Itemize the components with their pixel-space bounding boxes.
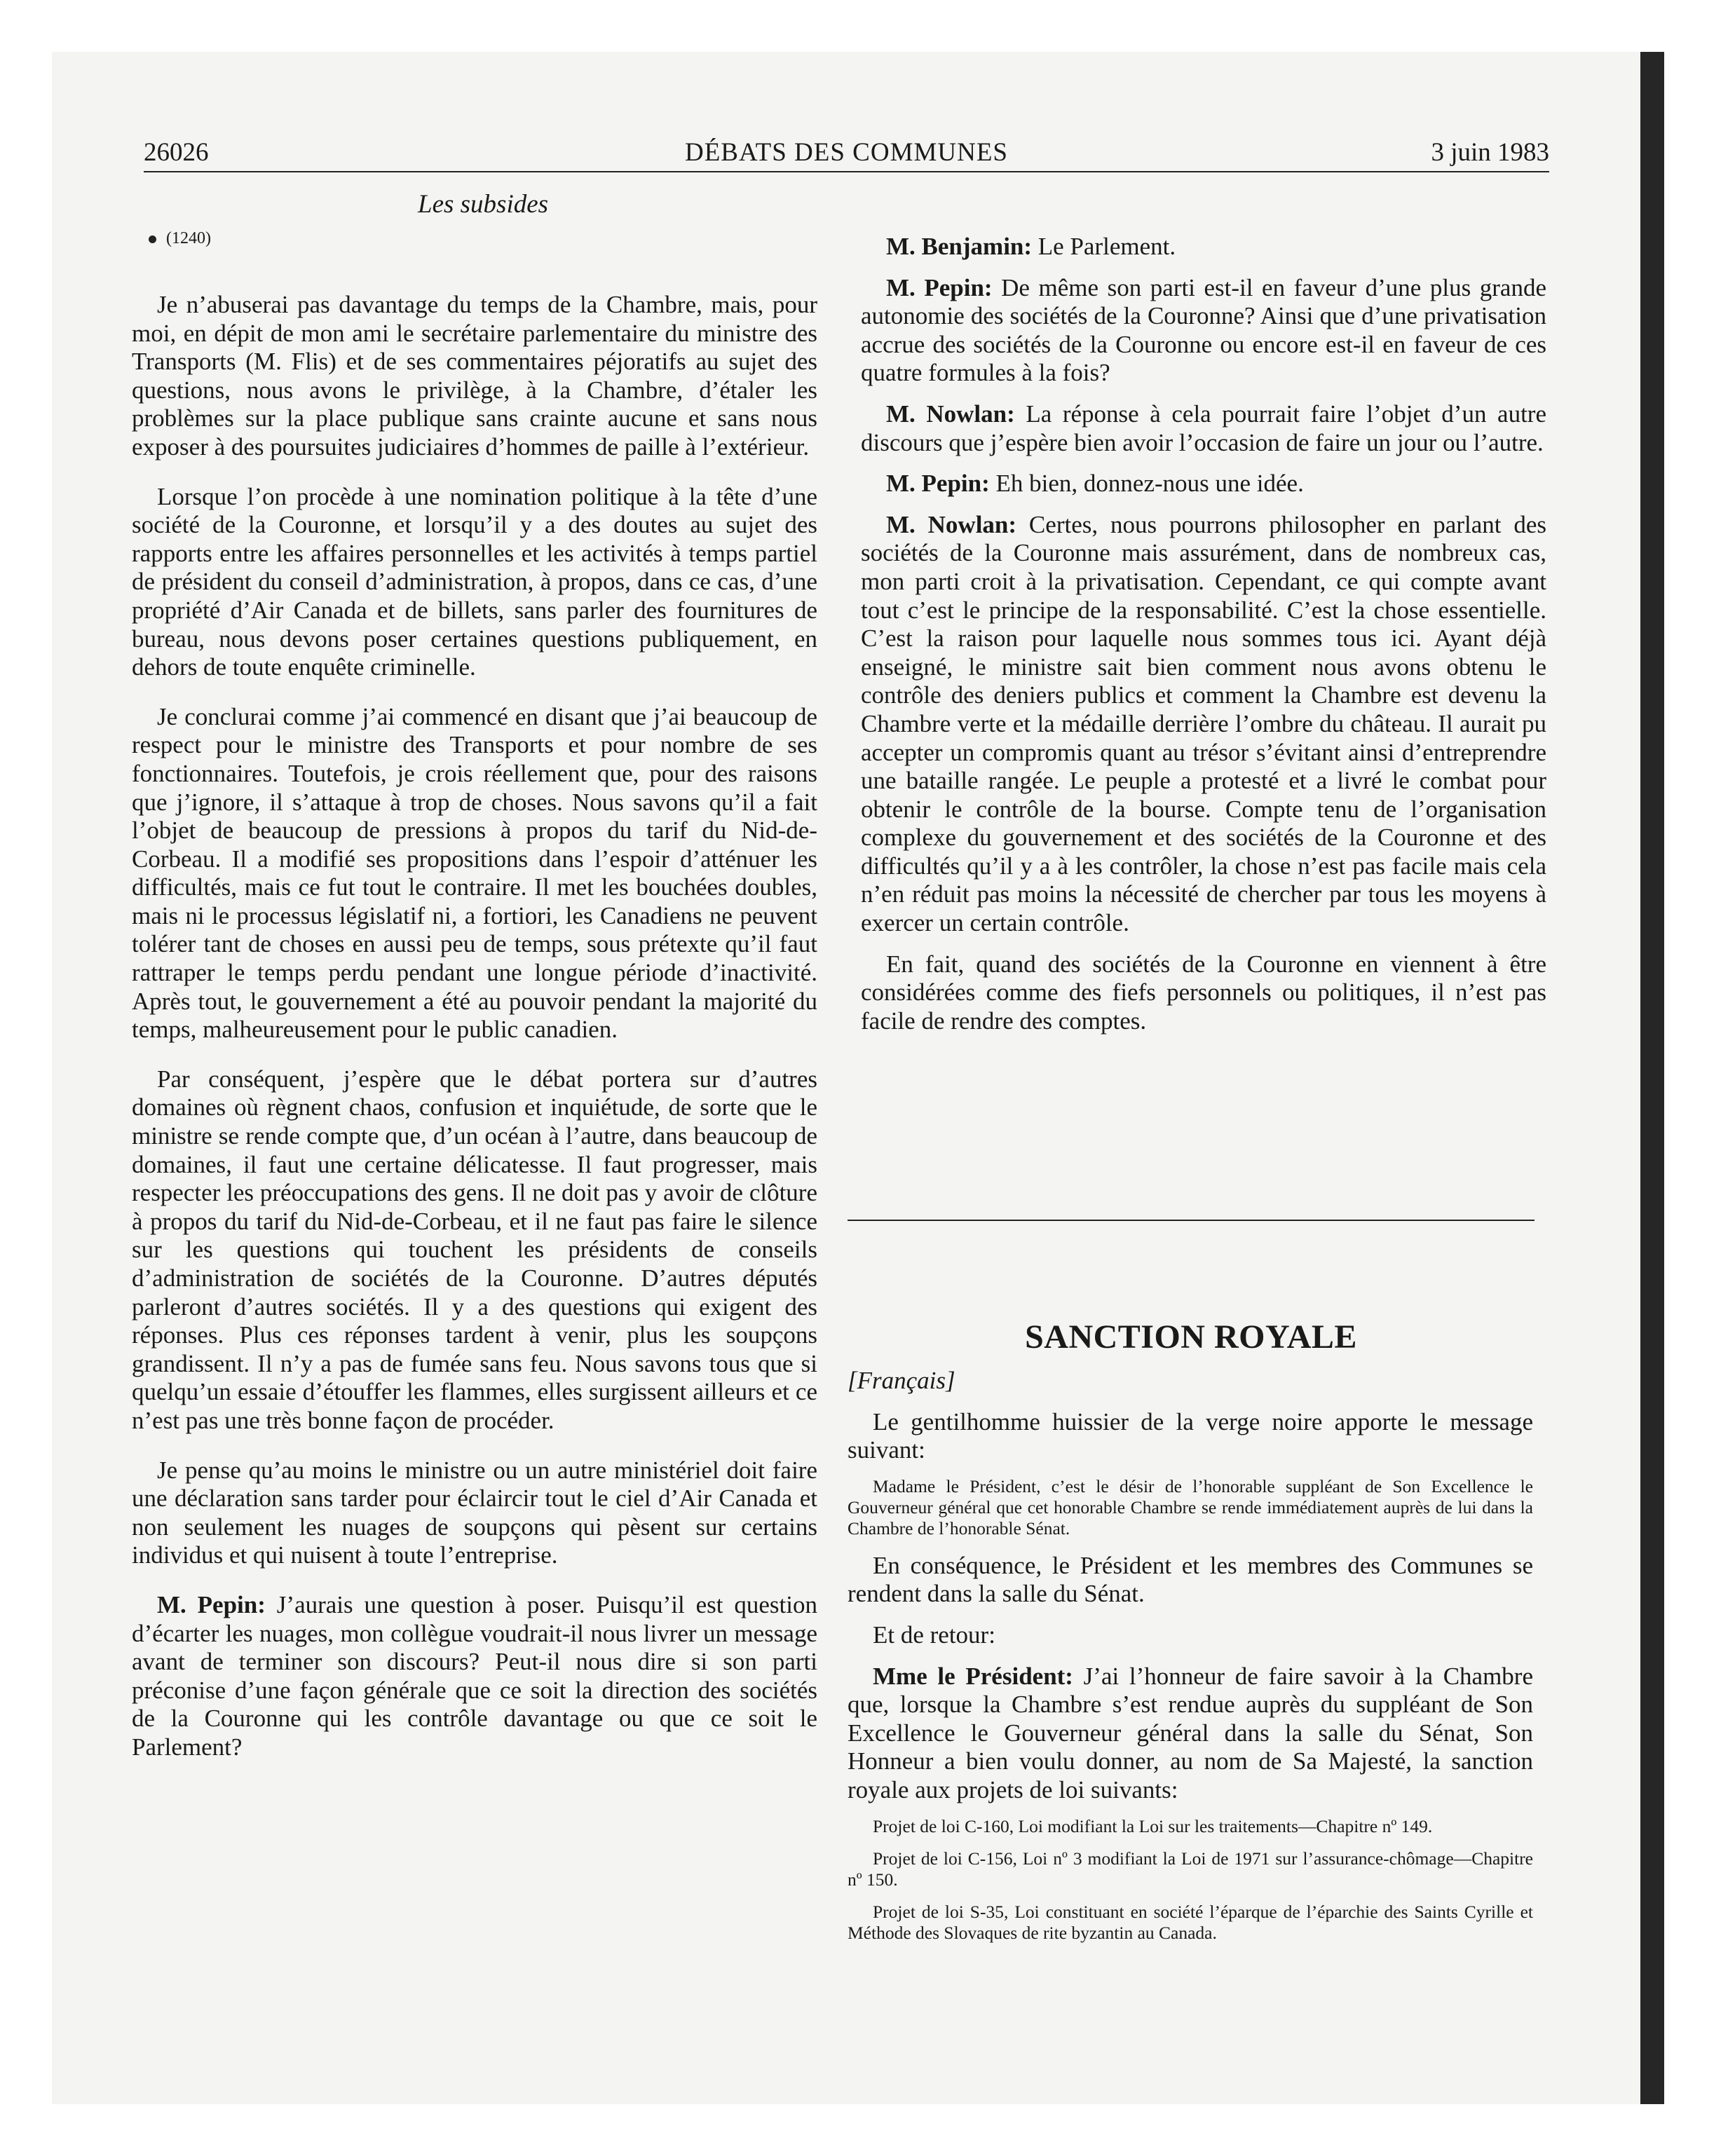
speech-paragraph [861, 511, 1546, 938]
page-number: 26026 [144, 138, 209, 167]
speaker-name: M. Pepin: [157, 1590, 266, 1618]
timestamp-text: (1240) [166, 229, 211, 247]
speech-text: J’ai l’honneur de faire savoir à la Chambre que, lorsque la Chambre s’est rendue auprès du suppléant de Son Excellence le Gouverneur général dans la salle du Sénat, Son Honneur a bien voulu donner, au nom de Sa Majesté, la sanction royale aux projets de loi suivants: [848, 1662, 1533, 1803]
speech-text: Le Parlement. [1032, 233, 1176, 260]
paragraph: Je pense qu’au moins le ministre ou un autre ministériel doit faire une déclaration sans tarder pour éclaircir tout le ciel d’Air Canada et non seulement les nuages de soupçons qui pèsent sur certains individus et qui nuisent à toute l’entreprise. [132, 1456, 817, 1569]
publication-title: DÉBATS DES COMMUNES [684, 138, 1008, 167]
speech-text: La réponse à cela pourrait faire l’objet d’un autre discours que j’espère bien avoir l’occasion de faire un jour ou l’autre. [861, 400, 1546, 456]
section-heading: SANCTION ROYALE [1025, 1318, 1357, 1356]
section-label: Les subsides [418, 190, 549, 219]
speaker-name: M. Nowlan: [886, 510, 1017, 538]
section-divider [848, 1220, 1535, 1221]
right-column [861, 233, 1546, 1035]
header-rule [144, 171, 1549, 172]
page-header [144, 137, 1549, 172]
speaker-name: M. Pepin: [886, 470, 990, 498]
language-marker: [Français] [848, 1367, 955, 1394]
paragraph: Par conséquent, j’espère que le débat portera sur d’autres domaines où règnent chaos, confusion et inquiétude, de sorte que le ministre se rende compte que, d’un océan à l’autre, dans beaucoup de domaines, il faut une certaine délicatesse. Il faut progresser, mais respecter les préoccupations des gens. Il ne doit pas y avoir de clôture à propos du tarif du Nid-de-Corbeau, et il ne faut pas faire le silence sur les questions qui touchent les présidents de conseils d’administration de sociétés de la Couronne. D’autres députés parleront d’autres sociétés. Il y a des questions qui exigent des réponses. Plus ces réponses tardent à venir, plus les soupçons grandissent. Il n’y a pas de fumée sans feu. Nous savons tous que si quelqu’un essaie d’étouffer les flammes, elles surgissent ailleurs et ce n’est pas une très bonne façon de procéder. [132, 1065, 817, 1434]
paragraph: Lorsque l’on procède à une nomination politique à la tête d’une société de la Couronne, et lorsqu’il y a des doutes au sujet des rapports entre les affaires personnelles et les activités à temps partiel de président du conseil d’administration, à propos, dans ce cas, d’une propriété d’Air Canada et de billets, sans parler des fournitures de bureau, nous devons poser certaines questions publiquement, en dehors de toute enquête criminelle. [132, 482, 817, 681]
message-text: Madame le Président, c’est le désir de l’honorable suppléant de Son Excellence le Gouverneur général que cet honorable Chambre se rende immédiatement auprès de lui dans la Chambre de l’honorable Sénat. [848, 1475, 1533, 1538]
paragraph: Je n’abuserai pas davantage du temps de la Chambre, mais, pour moi, en dépit de mon ami le secrétaire parlementaire du ministre des Transports (M. Flis) et de ses commentaires péjoratifs au sujet des questions, nous avons le privilège, à la Chambre, d’étaler les problèmes sur la place publique sans crainte aucune et sans nous exposer à des poursuites judiciaires d’hommes de paille à l’extérieur. [132, 291, 817, 460]
speech-paragraph [861, 233, 1546, 261]
paragraph: Et de retour: [873, 1621, 995, 1649]
bullet-icon [149, 236, 156, 243]
speech-paragraph [132, 1591, 817, 1762]
issue-date: 3 juin 1983 [1431, 138, 1549, 167]
paragraph: Je conclurai comme j’ai commencé en disant que j’ai beaucoup de respect pour le ministre des Transports et pour nombre de ses fonctionnaires. Toutefois, je crois réellement que, pour des raisons que j’ignore, il s’attaque à trop de choses. Nous savons qu’il a fait l’objet de beaucoup de pressions à propos du tarif du Nid-de-Corbeau. Il a modifié ses propositions dans l’espoir d’atténuer les difficultés, mais ce fut tout le contraire. Il met les bouchées doubles, mais ni le processus législatif ni, a fortiori, les Canadiens ne peuvent tolérer tant de choses en aussi peu de temps, sous prétexte qu’il faut rattraper le temps perdu pendant une longue période d’inactivité. Après tout, le gouvernement a été au pouvoir pendant la majorité du temps, malheureusement pour le public canadien. [132, 702, 817, 1044]
speech-paragraph [861, 470, 1546, 498]
paragraph: En fait, quand des sociétés de la Couronne en viennent à être considérées comme des fiefs personnels ou politiques, il n’est pas facile de rendre des comptes. [861, 950, 1546, 1035]
speech-text: J’aurais une question à poser. Puisqu’il est question d’écarter les nuages, mon collègue voudrait-il nous livrer un message avant de terminer son discours? Peut-il nous dire si son parti préconise d’une façon générale que ce soit la direction des sociétés de la Couronne qui les contrôle davantage ou que ce soit le Parlement? [132, 1590, 818, 1761]
left-column [132, 291, 817, 1762]
speaker-name: M. Nowlan: [886, 400, 1015, 428]
speaker-name: M. Pepin: [886, 273, 993, 301]
paragraph: En conséquence, le Président et les membres des Communes se rendent dans la salle du Sénat. [848, 1551, 1533, 1608]
bill-item: Projet de loi C-160, Loi modifiant la Loi sur les traitements—Chapitre nº 149. [873, 1815, 1433, 1836]
bill-item: Projet de loi C-156, Loi nº 3 modifiant la Loi de 1971 sur l’assurance-chômage—Chapitre nº 150. [848, 1848, 1533, 1890]
speaker-name: Mme le Président: [873, 1662, 1073, 1690]
scan-edge-bar [1640, 52, 1664, 2104]
paragraph: Le gentilhomme huissier de la verge noire apporte le message suivant: [848, 1407, 1533, 1464]
speech-text: Eh bien, donnez-nous une idée. [989, 470, 1304, 498]
timestamp [149, 229, 211, 248]
speech-paragraph [861, 400, 1546, 457]
speaker-name: M. Benjamin: [886, 233, 1033, 260]
speech-text: De même son parti est-il en faveur d’une plus grande autonomie des sociétés de la Couronne? Ainsi que d’une privatisation accrue des sociétés de la Couronne ou encore est-il en faveur de ces quatre formules à la fois? [861, 273, 1546, 387]
sanction-section [848, 1367, 1533, 1944]
bill-item: Projet de loi S-35, Loi constituant en société l’éparque de l’éparchie des Saints Cyrille et Méthode des Slovaques de rite byzantin au Canada. [848, 1901, 1533, 1943]
speech-paragraph [848, 1663, 1533, 1805]
speech-paragraph [861, 274, 1546, 388]
speech-text: Certes, nous pourrons philosopher en parlant des sociétés de la Couronne mais assurément, dans de nombreux cas, mon parti croit à la privatisation. Cependant, ce qui compte avant tout c’est le principe de la responsabilité. C’est la chose essentielle. C’est la raison pour laquelle nous sommes tous ici. Ayant déjà enseigné, le ministre sait bien comment nous avons obtenu le contrôle des deniers publics et comment la Chambre est devenu la Chambre verte et la médaille derrière l’ombre du château. Il aurait pu accepter un compromis quant au trésor s’évitant ainsi d’entreprendre une bataille rangée. Le peuple a protesté et a livré le combat pour obtenir le contrôle de la bourse. Compte tenu de l’organisation complexe du gouvernement et des sociétés de la Couronne et des difficultés qu’il y a à les contrôler, la chose n’est pas facile mais cela n’en réduit pas moins la nécessité de chercher par tous les moyens à exercer un certain contrôle. [861, 510, 1546, 937]
